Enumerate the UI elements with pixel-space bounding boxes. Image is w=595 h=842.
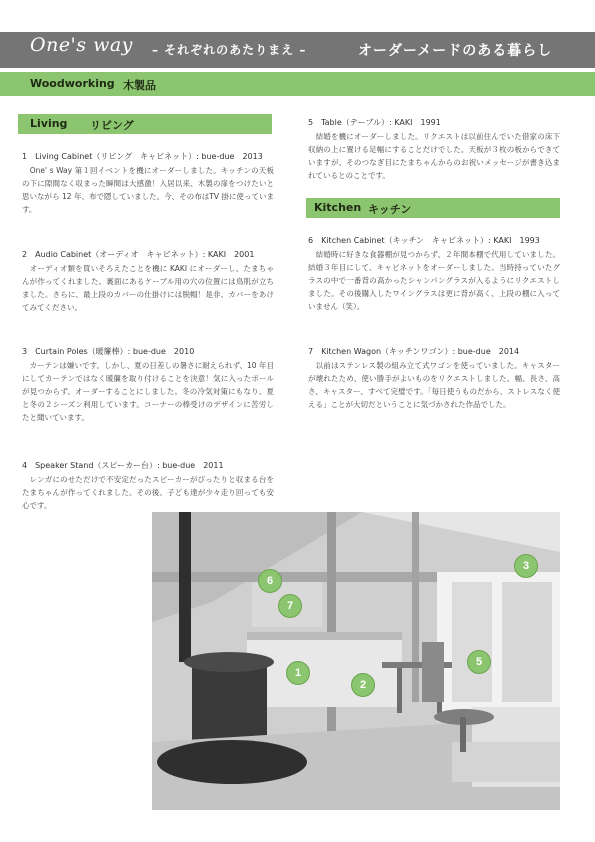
item-body: オーディオ類を買いそろえたことを機に KAKI にオーダーし、たまちゃんが作ってくれました。裏面にあるケーブル用の穴の位置には鳥肌が立ちました。さらに、最上段のカバーの仕掛けには脱帽！是非、カバーをあけてみてください。 bbox=[22, 264, 274, 312]
photo-marker-6: 6 bbox=[258, 569, 282, 593]
item-body: One' s Way 第１回イベントを機にオーダーしました。キッチンの天板の下に隙間なく収まった瞬間は大感激！入居以来、木製の扉をつけたいと思いながら 12 年、布で隠していました。今、その布はTV 掛に使っています。 bbox=[22, 166, 274, 214]
item-title: 6 Kitchen Cabinet（キッチン キャビネット）: KAKI 1993 bbox=[308, 236, 540, 245]
photo-marker-5: 5 bbox=[467, 650, 491, 674]
item-body: レンガにのせただけで不安定だったスピーカーがぴったりと収まる台をたまちゃんが作ってくれました。その後、子ども達が少々走り回っても安心です。 bbox=[22, 475, 274, 510]
photo-marker-7: 7 bbox=[278, 594, 302, 618]
item-title: 5 Table（テーブル）: KAKI 1991 bbox=[308, 118, 441, 127]
tagline: – それぞれのあたりまえ – bbox=[152, 43, 307, 57]
item-body: カーテンは嫌いです。しかし、夏の日差しの暑さに耐えられず、10 年目にしてカーテンではなく暖簾を取り付けることを決意！気に入ったポールが見つからず、オーダーすることにしました。冬の冷気対策にもなり、夏と冬の２シーズン利用しています。コーナーの棒受けのデザインに苦労したと聞いています。 bbox=[22, 361, 274, 422]
photo-illustration bbox=[152, 512, 560, 810]
item-title: 3 Curtain Poles（暖簾棒）: bue-due 2010 bbox=[22, 347, 195, 356]
item-title: 7 Kitchen Wagon（キッチンワゴン）: bue-due 2014 bbox=[308, 347, 520, 356]
item-kitchen-wagon bbox=[308, 346, 560, 411]
item-body: 結婚を機にオーダーしました。リクエストは以前住んでいた借家の床下収納の上に置ける足幅にすることだけでした。天板が３枚の板からできていますが、そのつなぎ目にたまちゃんからのお祝いメッセージが書き込まれているとのことです。 bbox=[308, 132, 560, 180]
item-curtain-poles bbox=[22, 346, 274, 424]
item-title: 2 Audio Cabinet（オーディオ キャビネット）: KAKI 2001 bbox=[22, 250, 255, 259]
brand-logo: One's way bbox=[30, 34, 133, 56]
header-band bbox=[0, 32, 595, 68]
item-title: 1 Living Cabinet（リビング キャビネット）: bue-due 2013 bbox=[22, 152, 263, 161]
living-room-photo bbox=[152, 512, 560, 810]
photo-marker-2: 2 bbox=[351, 673, 375, 697]
item-living-cabinet bbox=[22, 151, 274, 216]
item-audio-cabinet bbox=[22, 249, 274, 314]
item-speaker-stand bbox=[22, 460, 274, 512]
header-subtitle: オーダーメードのある暮らし bbox=[358, 43, 553, 59]
photo-marker-1: 1 bbox=[286, 661, 310, 685]
category-band bbox=[0, 72, 595, 96]
category-en: Woodworking bbox=[30, 77, 115, 90]
photo-marker-3: 3 bbox=[514, 554, 538, 578]
section-living-ja: リビング bbox=[90, 119, 134, 132]
item-table bbox=[308, 117, 560, 182]
item-kitchen-cabinet bbox=[308, 235, 560, 313]
section-living bbox=[18, 114, 272, 134]
item-title: 4 Speaker Stand（スピーカー台）: bue-due 2011 bbox=[22, 461, 224, 470]
section-kitchen-ja: キッチン bbox=[368, 203, 412, 216]
item-body: 以前はステンレス製の組み立て式ワゴンを使っていました。キャスターが壊れたため、使い勝手がよいものをリクエストしました。幅、長さ、高さ、キャスター、すべて完璧です。「毎日使うものだから、ストレスなく使える」ことが大切だということに気づかされた作品でした。 bbox=[308, 361, 560, 409]
item-body: 結婚時に好きな食器棚が見つからず、２年間本棚で代用していました。結婚３年目にして、キャビネットをオーダーしました。当時持っていたグラスの中で一番背の高かったシャンパングラスが入るようにリクエストしました。その後購入したワイングラスは更に背が高く、上段の棚に入っていません（笑）。 bbox=[308, 250, 560, 311]
section-kitchen bbox=[306, 198, 560, 218]
section-living-en: Living bbox=[30, 117, 68, 130]
category-ja: 木製品 bbox=[123, 79, 156, 92]
section-kitchen-en: Kitchen bbox=[314, 201, 362, 214]
